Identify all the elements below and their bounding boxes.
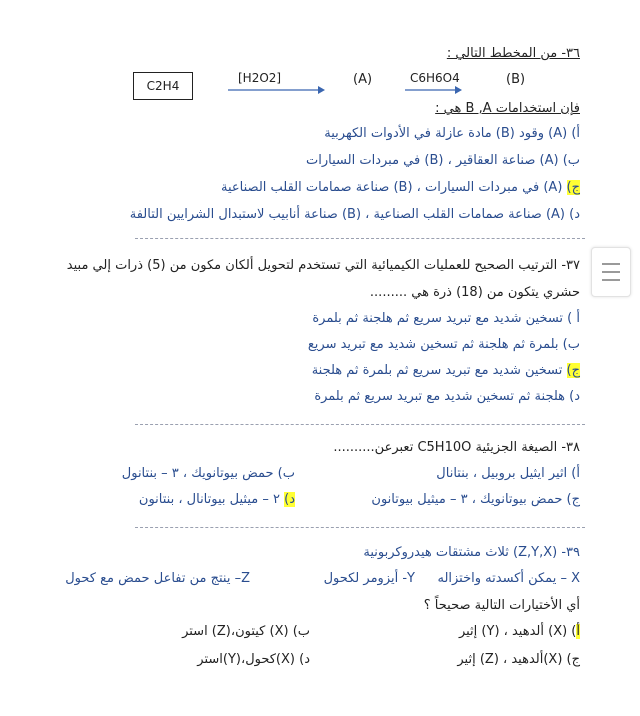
q38-option-a[interactable]: أ) اثير ايثيل بروبيل ، بنتانال	[436, 466, 580, 481]
separator-3	[135, 527, 585, 528]
q37-option-c[interactable]	[312, 363, 580, 378]
separator-1	[135, 238, 585, 239]
q37-option-b[interactable]: ب) بلمرة ثم هلجنة ثم تسخين شديد مع تبريد سريع	[307, 337, 580, 352]
q36-option-c-text: (A) في مبردات السيارات ، (B) صناعة صمامات القلب الصناعية	[221, 180, 567, 195]
q36-prompt: فإن استخدامات B ,A هي :	[435, 101, 580, 116]
q37-option-d[interactable]: د) هلجنة ثم تسخين شديد مع تبريد سريع ثم بلمرة	[314, 389, 580, 404]
separator-2	[135, 424, 585, 425]
q38-option-b[interactable]: ب) حمض بيوتانويك ، ٣ – بنتانول	[121, 466, 295, 481]
q39-z: Z– ينتج من تفاعل حمض مع كحول	[65, 571, 250, 586]
q39-option-a[interactable]	[459, 624, 580, 639]
q36-title: ٣٦- من المخطط التالي :	[446, 46, 580, 61]
compound-b: (B)	[506, 72, 526, 87]
menu-button[interactable]	[591, 247, 631, 297]
q38-option-d[interactable]	[139, 492, 295, 507]
q39-option-c[interactable]: ج) (X)ألدهيد ، (Z) إثير	[457, 652, 580, 667]
compound-c6: C6H6O4	[410, 71, 460, 85]
q39-option-a-mark: أ	[576, 624, 580, 639]
q39-y: Y- أيزومر لكحول	[323, 571, 415, 586]
q37-line2: حشري يتكون من (18) ذرة هي .........	[369, 285, 580, 300]
q36-option-d[interactable]: د) (A) صناعة صمامات القلب الصناعية ، (B) صناعة أنابيب لاستبدال الشرايين التالفة	[129, 207, 580, 222]
q39-x: X – يمكن أكسدته واختزاله	[437, 571, 580, 586]
q37-line1: ٣٧- الترتيب الصحيح للعمليات الكيميائية التي تستخدم لتحويل ألكان مكون من (5) ذرات إلي مبيد	[66, 258, 580, 273]
c2h4-box	[133, 72, 193, 100]
q38-option-d-mark: د)	[284, 492, 295, 507]
q37-option-c-mark: ج)	[566, 363, 580, 378]
q38-option-d-text: ٢ – ميثيل بيوتانال ، بنتانون	[138, 492, 285, 507]
q39-option-a-text: ) (X) ألدهيد ، (Y) إثير	[458, 624, 577, 639]
q36-option-b[interactable]: ب) (A) صناعة العقاقير ، (B) في مبردات السيارات	[306, 153, 580, 168]
q36-option-a[interactable]: أ) (A) وقود (B) مادة عازلة في الأدوات الكهربية	[324, 126, 580, 141]
q36-option-c[interactable]	[221, 180, 580, 195]
q36-option-c-mark: ج)	[566, 180, 580, 195]
q39-prompt: أي الأختيارات التالية صحيحاً ؟	[423, 598, 580, 613]
q39-option-b[interactable]: ب) (X) كيتون،(Z) استر	[182, 624, 310, 639]
q39-option-d[interactable]: د) (X)كحول،(Y)استر	[197, 652, 310, 667]
q38-option-c[interactable]: ج) حمض بيوتانويك ، ٣ – ميثيل بيوتانون	[371, 492, 580, 507]
arrow-1-icon	[226, 84, 326, 96]
q37-option-c-text: تسخين شديد مع تبريد سريع ثم بلمرة ثم هلجنة	[311, 363, 567, 378]
arrow-2-icon	[403, 84, 463, 96]
q39-title: ٣٩- (Z,Y,X) ثلاث مشتقات هيدروكربونية	[363, 545, 580, 560]
c2h4-label: C2H4	[146, 79, 180, 93]
reagent-label: [H2O2]	[238, 71, 282, 85]
q37-option-a[interactable]: أ ) تسخين شديد مع تبريد سريع ثم هلجنة ثم بلمرة	[312, 311, 580, 326]
q38-title: ٣٨- الصيغة الجزيئية C5H10O تعبرعن..........	[333, 440, 580, 455]
compound-a: (A)	[353, 72, 373, 87]
